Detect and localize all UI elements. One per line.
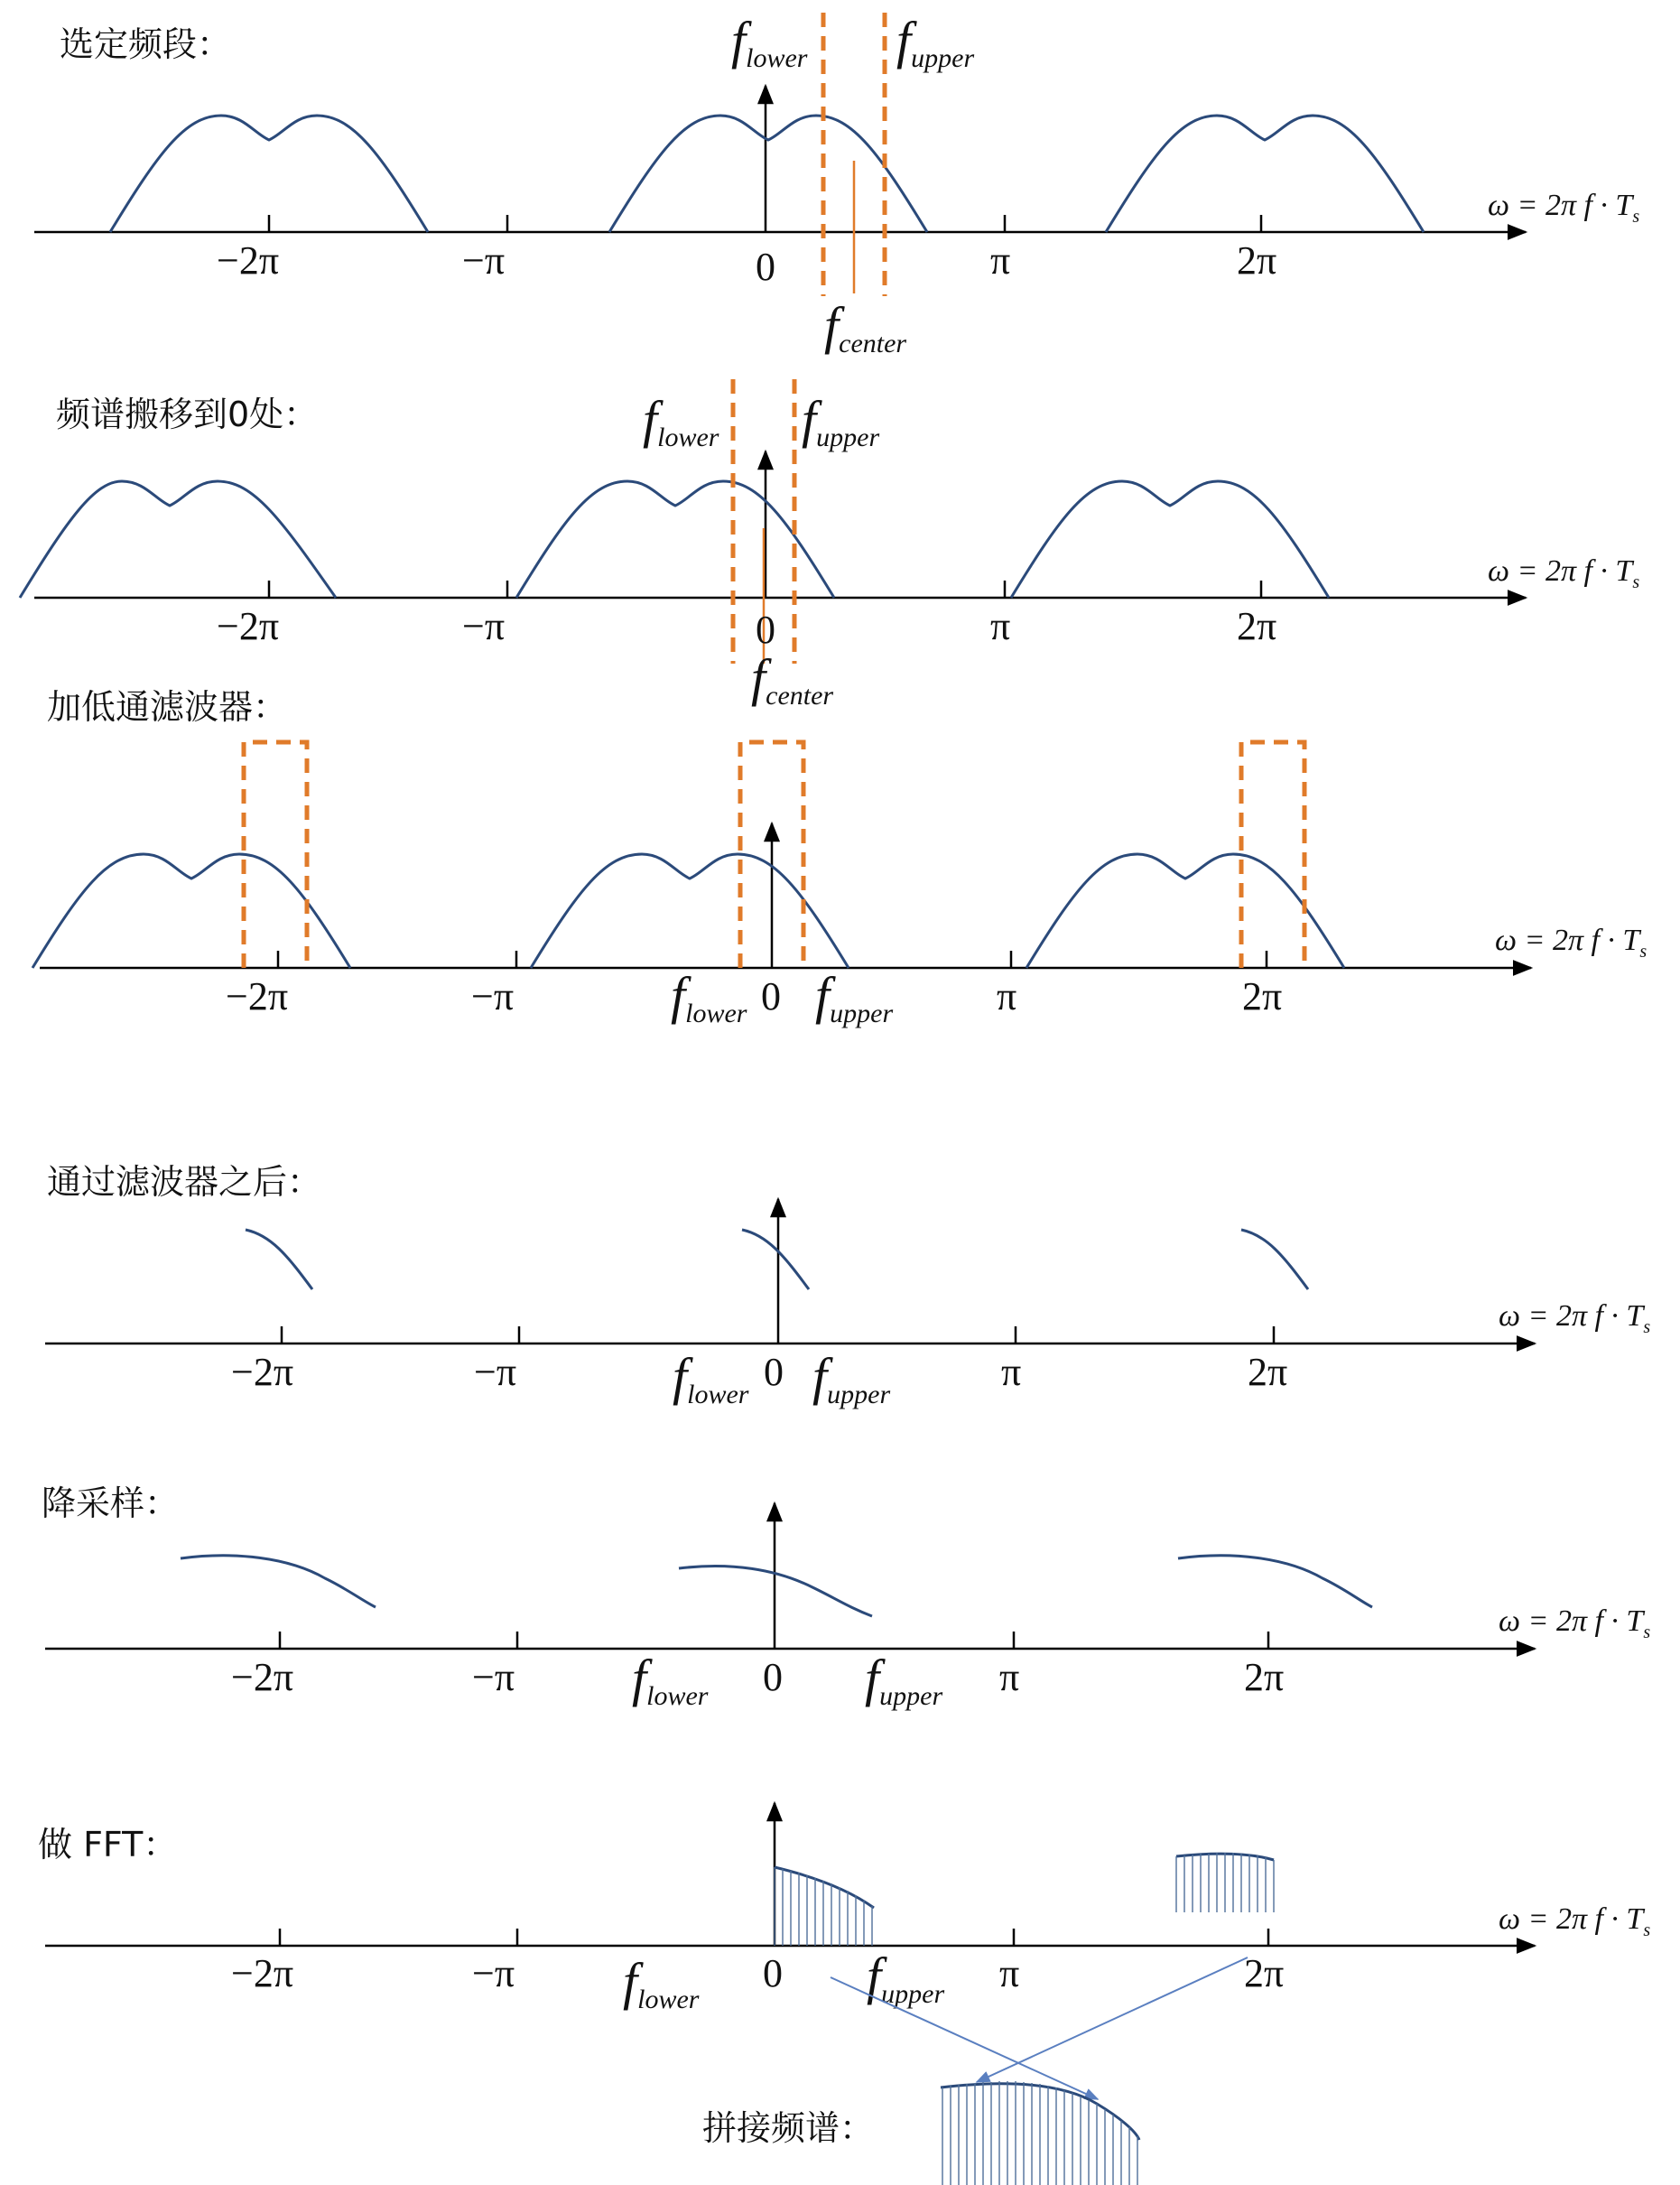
tick-label-pos-2pi: 2π [1242,974,1283,1018]
f-upper-label: fupper [865,1649,943,1711]
f-upper-label: fupper [896,11,975,73]
omega-formula: ω = 2π $f \cdot T_s$ [1488,554,1640,592]
filtered-band-left [246,1230,312,1289]
panel-title: 频谱搬移到0处： [56,395,319,434]
panel-title: 通过滤波器之后： [47,1162,322,1202]
tick-label-zero: 0 [763,1655,783,1699]
tick-label-pos-2pi: 2π [1237,238,1277,283]
tick-label-neg-pi: −π [471,974,515,1018]
tick-label-neg-pi: −π [462,604,506,648]
omega-formula: ω = 2π $f \cdot T_s$ [1499,1604,1651,1642]
downsampled-band-left [181,1556,376,1607]
fft-bins-high-half [1176,1853,1274,1912]
omega-formula: ω = 2π $f \cdot T_s$ [1499,1902,1651,1940]
tick-label-neg-2pi: −2π [217,604,280,648]
tick-label-neg-pi: −π [472,1951,515,1995]
f-lower-label: flower [623,1952,700,2014]
tick-label-pi: π [999,1951,1020,1995]
panel-shift-to-zero [20,379,1639,711]
panel-title: 加低通滤波器： [47,687,288,727]
tick-label-pos-2pi: 2π [1244,1655,1285,1699]
panel-downsample [42,1483,1650,1711]
spectrum-replica-right [1106,116,1424,232]
tick-label-neg-pi: −π [474,1350,517,1394]
tick-label-pos-2pi: 2π [1237,604,1277,648]
f-upper-label: fupper [867,1947,945,2009]
f-center-label: fcenter [824,296,907,358]
panel-fft [38,1803,1650,2099]
f-lower-label: flower [671,966,747,1028]
f-upper-label: fupper [815,966,894,1028]
tick-label-pi: π [990,604,1011,648]
tick-label-neg-2pi: −2π [231,1655,294,1699]
tick-label-pi: π [999,1655,1020,1699]
omega-formula: ω = 2π $f \cdot T_s$ [1488,189,1640,227]
panel-title: 选定频段： [60,24,232,64]
tick-label-neg-pi: −π [472,1655,515,1699]
tick-label-pos-2pi: 2π [1248,1350,1288,1394]
splice-title: 拼接频谱： [702,2108,875,2148]
spectrum-replica-center [531,854,849,968]
panel-select-band [34,11,1639,358]
spectrum-replica-center [516,481,834,598]
tick-label-neg-pi: −π [462,238,506,283]
f-lower-label: flower [643,390,719,452]
panel-title: 降采样： [42,1483,180,1523]
f-lower-label: flower [632,1649,709,1711]
tick-label-zero: 0 [764,1350,784,1394]
tick-label-pi: π [1001,1350,1022,1394]
tick-label-pos-2pi: 2π [1244,1951,1285,1995]
tick-label-neg-2pi: −2π [231,1350,294,1394]
spectrum-replica-left [110,116,428,232]
tick-label-zero: 0 [763,1951,783,1995]
omega-formula: ω = 2π $f \cdot T_s$ [1499,1299,1651,1337]
spectrum-replica-right [1026,854,1344,968]
f-upper-label: fupper [812,1347,891,1409]
move-low-half-arrow [831,1977,1098,2099]
panel-spliced-spectrum [702,2081,1139,2185]
tick-label-zero: 0 [756,608,775,652]
tick-label-neg-2pi: −2π [217,238,280,283]
spectrum-replica-left [20,481,336,598]
tick-label-pi: π [997,974,1017,1018]
panel-after-filter [45,1162,1650,1409]
spectrum-replica-center [609,116,927,232]
downsampled-band-right [1178,1556,1372,1607]
panel-title: 做 FFT： [38,1825,178,1864]
tick-label-neg-2pi: −2π [226,974,289,1018]
f-lower-label: flower [731,11,808,73]
spectrum-replica-right [1011,481,1329,598]
spectrum-replica-left [32,854,350,968]
omega-formula: ω = 2π $f \cdot T_s$ [1495,924,1648,962]
filtered-band-right [1241,1230,1308,1289]
f-upper-label: fupper [802,390,880,452]
tick-label-zero: 0 [761,974,781,1018]
filtered-band-center [742,1230,809,1289]
spliced-bins [942,2081,1137,2185]
panel-lowpass-filter [32,687,1647,1028]
filter-window-right [1241,742,1304,968]
f-lower-label: flower [673,1347,749,1409]
tick-label-zero: 0 [756,245,775,289]
fft-bins-low-half [775,1867,874,1946]
tick-label-neg-2pi: −2π [231,1951,294,1995]
tick-label-pi: π [990,238,1011,283]
f-center-label: fcenter [751,648,834,711]
